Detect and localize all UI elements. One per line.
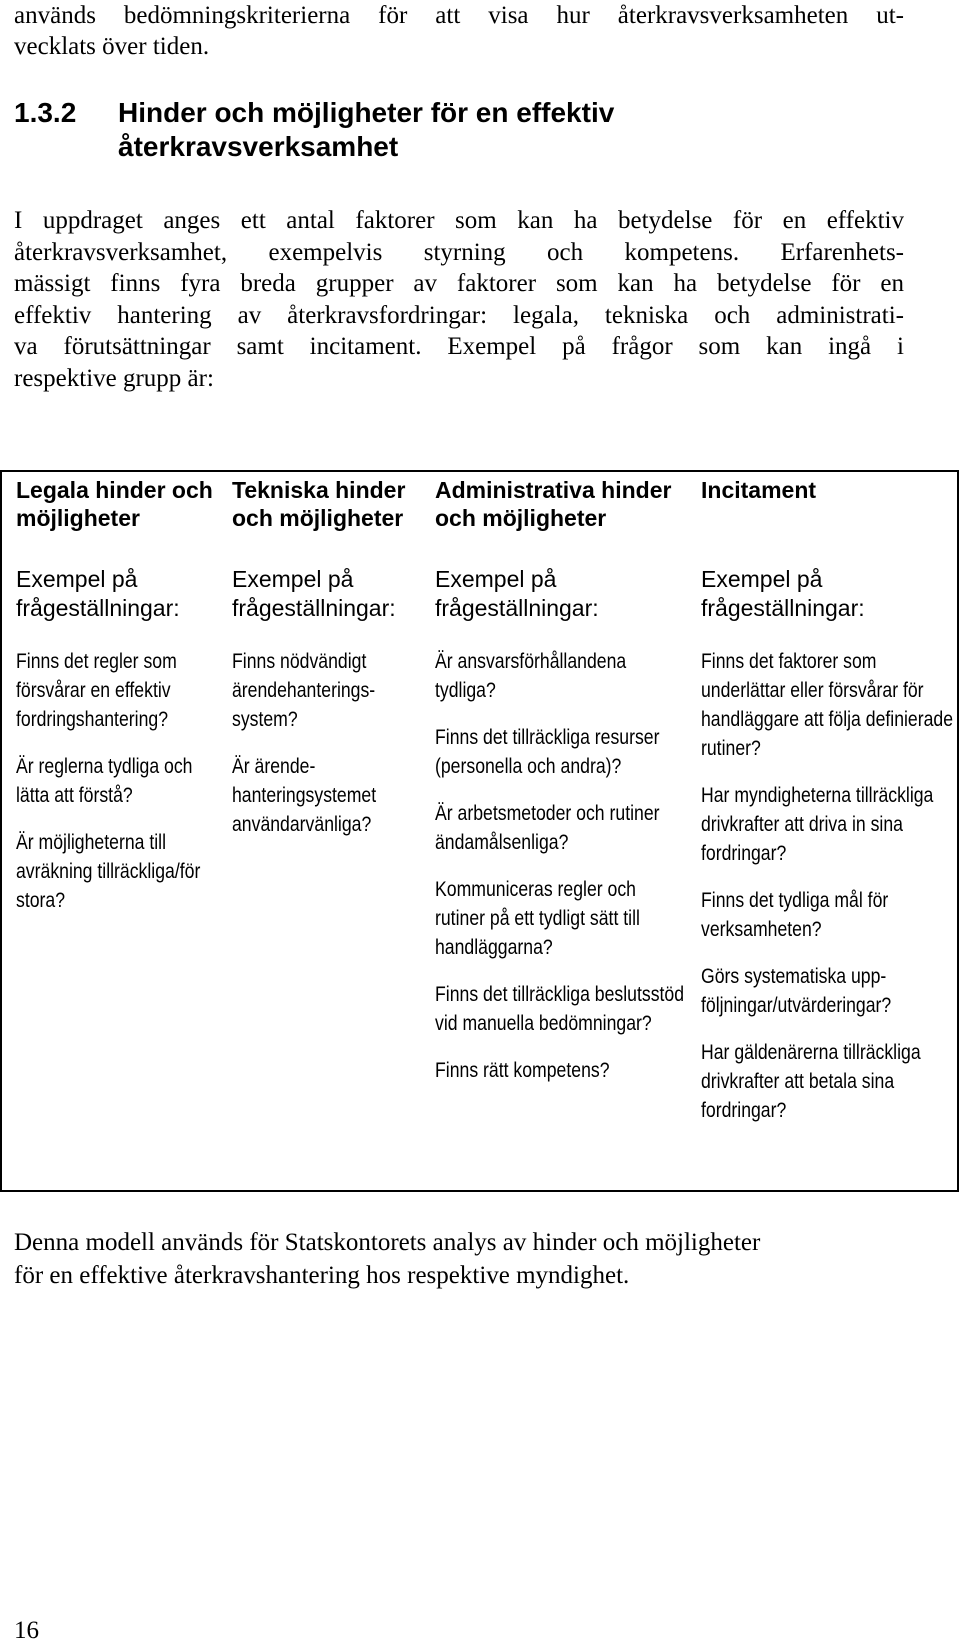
column-subheading: Exempel på frågeställningar: [435,566,599,621]
column-administrative [421,472,687,1190]
question-item: Är möjligheterna till avräkning tillräckliga/för stora? [16,831,201,912]
question-item: Finns det tydliga mål för verksamheten? [701,889,889,941]
body-line: mässigt finns fyra breda grupper av faktorer som kan ha betydelse för en [14,270,904,297]
question-item: Finns nödvändigt ärendehanterings-system? [232,650,376,731]
intro-line-1: används bedömningskriterierna för att visa hur återkravsverksamheten ut- [14,2,904,29]
column-legal [2,472,218,1190]
question-item: Är ärende-hanteringsystemet användarvänliga? [232,755,377,836]
column-heading: Administrativa hinder och möjligheter [435,477,672,531]
body-line: va förutsättningar samt incitament. Exempel på frågor som kan ingå i [14,333,904,360]
body-line: återkravsverksamhet, exempelvis styrning och kompetens. Erfarenhets- [14,238,904,266]
question-item: Är reglerna tydliga och lätta att förstå? [16,755,193,807]
column-heading: Legala hinder och möjligheter [16,477,213,531]
question-item: Är arbetsmetoder och rutiner ändamålsenliga? [435,802,660,854]
intro-line-2: vecklats över tiden. [14,33,210,60]
section-title-line-1: Hinder och möjligheter för en effektiv [118,97,615,128]
page-number: 16 [14,1617,39,1644]
column-technical [218,472,421,1190]
column-subheading: Exempel på frågeställningar: [232,566,396,621]
closing-paragraph [14,1226,914,1292]
column-heading: Tekniska hinder och möjligheter [232,477,406,531]
closing-line: för en effektive återkravshantering hos respektive myndighet. [14,1262,630,1289]
question-item: Är ansvarsförhållandena tydliga? [435,650,627,702]
question-item: Görs systematiska upp-följningar/utvärderingar? [701,965,892,1017]
question-item: Finns rätt kompetens? [435,1059,610,1082]
section-title-line-2: återkravsverksamhet [118,131,399,162]
question-item: Har myndigheterna tillräckliga drivkrafter att driva in sina fordringar? [701,784,934,865]
body-line: respektive grupp är: [14,364,214,392]
question-item: Finns det regler som försvårar en effektiv fordringshantering? [16,650,177,731]
question-item: Finns det tillräckliga resurser (personella och andra)? [435,726,660,778]
factor-table [0,470,959,1192]
column-incentives [687,472,957,1190]
section-number: 1.3.2 [14,97,77,128]
column-subheading: Exempel på frågeställningar: [701,566,865,621]
column-subheading: Exempel på frågeställningar: [16,566,180,621]
body-paragraph [14,205,904,394]
question-item: Kommuniceras regler och rutiner på ett tydligt sätt till handläggarna? [435,878,640,959]
body-line: effektiv hantering av återkravsfordringar: legala, tekniska och administrati- [14,301,904,329]
closing-line: Denna modell används för Statskontorets analys av hinder och möjligheter [14,1229,761,1256]
question-item: Finns det faktorer som underlättar eller försvårar för handläggare att följa definierade rutiner? [701,650,954,760]
section-heading [14,96,914,164]
question-item: Finns det tillräckliga beslutsstöd vid manuella bedömningar? [435,983,685,1035]
body-line: I uppdraget anges ett antal faktorer som kan ha betydelse för en effektiv [14,207,904,234]
column-heading: Incitament [701,477,817,503]
question-item: Har gäldenärerna tillräckliga drivkrafter att betala sina fordringar? [701,1041,921,1122]
